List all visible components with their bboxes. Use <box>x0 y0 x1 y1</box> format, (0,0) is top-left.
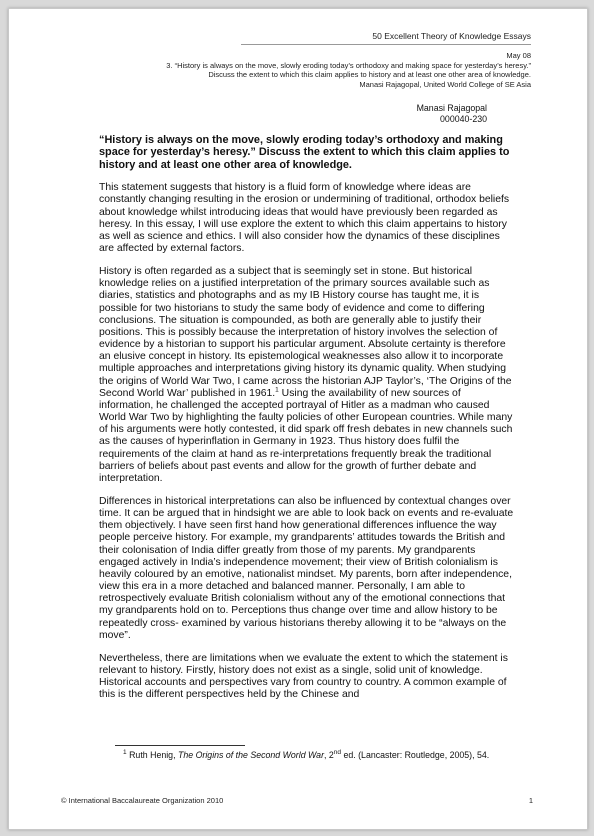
collection-header: 50 Excellent Theory of Knowledge Essays <box>241 31 531 45</box>
paragraph-3: Differences in historical interpretations can also be influenced by contextual changes over time. It can be argued that in hindsight we are able to look back on events and re-evaluate them objectively. I have seen first hand how generational differences influence the way people perceive history. For example, my grandparents’ attitudes towards the British and their colonisation of India differ greatly from those of my parents. My grandparents engaged actively in India’s independence movement; their view of British colonialism is heavily coloured by an emotive, nationalist mindset. My parents, born after independence, view this era in a more detached and balanced manner. Personally, I am able to retrospectively evaluate British colonialism without any of the emotional connections that my grandparents hold on to. Perceptions thus change over time and allow history to be repeatedly cross- examined by various historians thereby allowing it to be “always on the move”. <box>99 495 514 641</box>
document-page <box>8 8 588 830</box>
paragraph-1: This statement suggests that history is a fluid form of knowledge where ideas are constantly changing resulting in the erosion or undermining of traditional, orthodox beliefs about knowledge whilst introducing ideas that would have previously been regarded as heresy. In this essay, I will use explore the extent to which this claim appertains to history as well as science and ethics. I will also consider how the dynamics of these disciplines are affected by external factors. <box>99 182 510 254</box>
footnote-author: Ruth Henig, <box>126 750 178 760</box>
footnote-rest: ed. (Lancaster: Routledge, 2005), 54. <box>341 750 490 760</box>
prescribed-task: Discuss the extent to which this claim applies to history and at least one other area of knowledge. <box>208 70 531 80</box>
footnote-marker: 1 <box>123 749 127 757</box>
footnote-edition: , 2 <box>324 750 334 760</box>
candidate-number: 000040-230 <box>440 114 487 124</box>
paragraph-2-text-b: Using the availability of new sources of information, he challenged the accepted portrayal of Hitler as a madman who caused World War Two by highlighting the faulty policies of other European countries. While many of his arguments were hotly contested, it did spark off fresh debates in new channels such as the causes of hyperinflation in Germany in 1923. Thus history does fulfil the requirements of the claim at hand as re-interpretations frequently break the traditional barriers of beliefs about past events and allow for the growth of further debate and interpretation. <box>99 387 513 484</box>
essay-title: “History is always on the move, slowly eroding today’s orthodoxy and making space for yesterday’s heresy.” Discuss the extent to which this claim applies to history and at least one other area of knowledge. <box>99 134 510 171</box>
footnote <box>123 750 533 761</box>
essay-body <box>99 127 517 712</box>
author-name: Manasi Rajagopal <box>416 103 487 113</box>
footnote-divider <box>115 745 245 746</box>
paragraph-2 <box>99 266 517 485</box>
paragraph-2-text-a: History is often regarded as a subject that is seemingly set in stone. But historical knowledge relies on a justified interpretation of the primary sources available such as diaries, statistics and photographs and as my IB History course has taught me, it is possible for two historians to study the same body of evidence and come to differing conclusions. The situation is compounded, as both are generally able to justify their positions. This is possibly because the interpretation of history involves the selection of evidence by a historian to support his particular argument. Absolute certainty is therefore an elusive concept in history. Its epistemological weaknesses also allow it to incorporate multiple approaches and interpretations giving history its dynamic quality. When studying the origins of World War Two, I came across the historian AJP Taylor’s, ‘The Origins of the Second World War’ published in 1961. <box>99 266 512 399</box>
exam-session: May 08 <box>506 51 531 60</box>
paragraph-4: Nevertheless, there are limitations when we evaluate the extent to which the statement is relevant to history. Firstly, history does not exist as a single, solid unit of knowledge. Historical accounts and perspectives vary from country to country. A common example of this is the different perspectives held by the Chinese and <box>99 652 508 701</box>
copyright-footer: © International Baccalaureate Organization 2010 <box>61 796 224 805</box>
page-number: 1 <box>528 796 533 805</box>
footnote-book-title: The Origins of the Second World War <box>177 750 324 760</box>
author-school: Manasi Rajagopal, United World College of SE Asia <box>359 79 531 89</box>
footnote-edition-suffix: nd <box>333 749 342 757</box>
ib-header-block <box>71 51 531 89</box>
author-block <box>417 103 487 125</box>
footnote-reference: 1 <box>275 386 279 394</box>
prescribed-title: 3. “History is always on the move, slowly eroding today’s orthodoxy and making space for yesterday’s heresy.” <box>166 60 531 70</box>
